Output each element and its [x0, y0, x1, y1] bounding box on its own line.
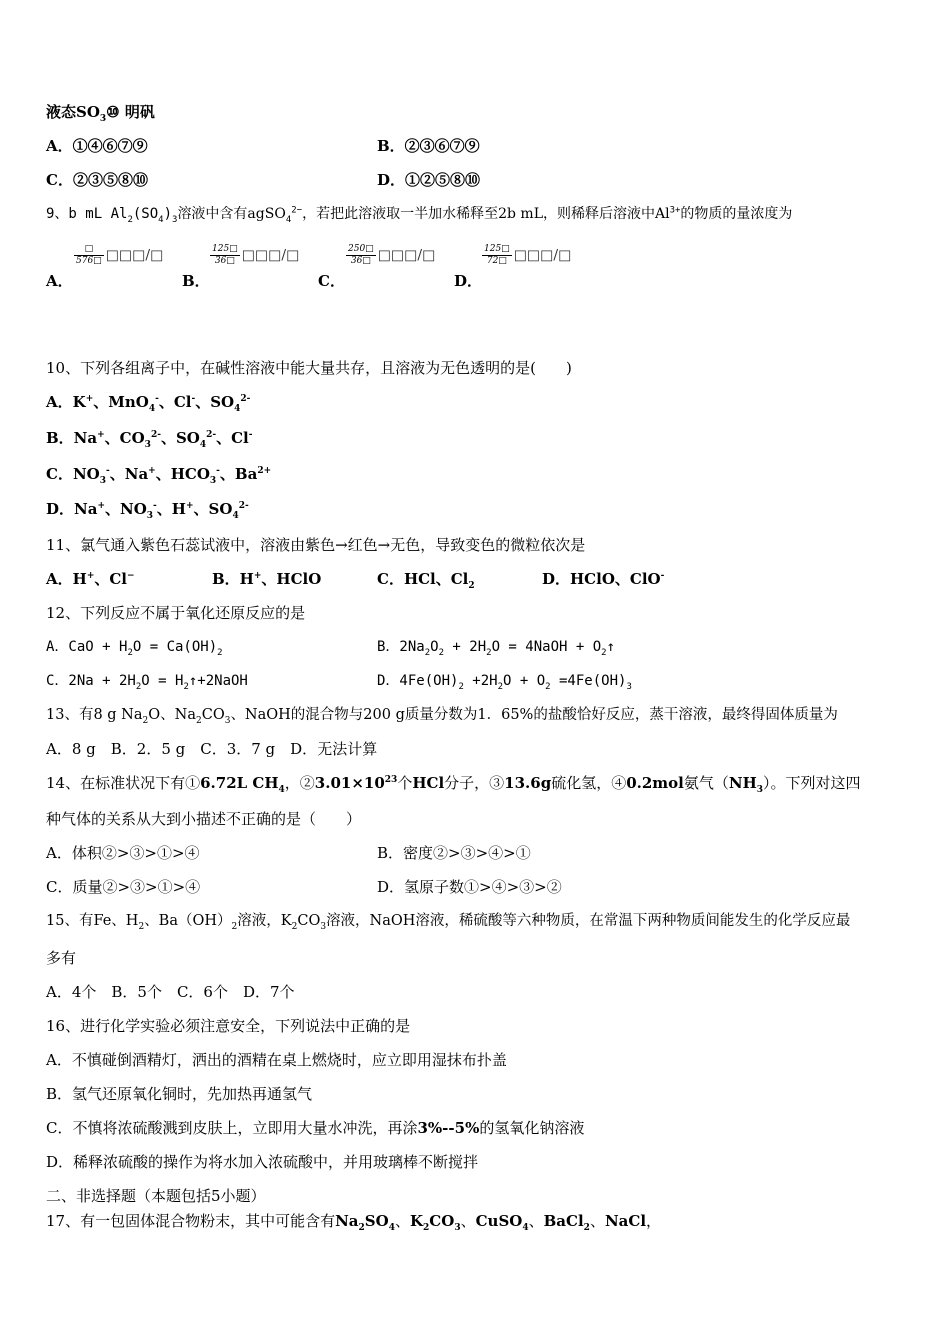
q12-option-c: C．$2Na + 2H_2O$ = $H_2↑+2NaOH$	[46, 673, 248, 692]
q17-stem: 17、有一包固体混合物粉末，其中可能含有$Na_2SO_4$、$K_2CO_3$、CuSO$_4$、BaCl$_2$、NaCl，	[46, 1212, 662, 1233]
q13-options: A．8 g B．2．5 g C．3．7 g D．无法计算	[46, 740, 378, 758]
q11-stem: 11、氯气通入紫色石蕊试液中，溶液由紫色→红色→无色，导致变色的微粒依次是	[46, 536, 586, 554]
q16-option-c: C．不慎将浓硫酸溅到皮肤上，立即用大量水冲洗，再涂3%--5%的氢氧化钠溶液	[46, 1119, 585, 1137]
q11-option-c: C．HCl、$Cl_2$	[377, 570, 475, 591]
section-heading: 二、非选择题（本题包括5小题）	[46, 1187, 266, 1205]
q15-stem-line2: 多有	[46, 949, 77, 967]
q16-stem: 16、进行化学实验必须注意安全，下列说法中正确的是	[46, 1017, 411, 1035]
q12-option-d: D．$4Fe(OH)_2 +2H_2O + O_2 =4Fe(OH)_3$	[377, 673, 632, 692]
q11-option-d: D．HClO、ClO-	[542, 570, 665, 588]
q14-option-a: A．体积②>③>①>④	[46, 844, 200, 862]
q15-options: A．4个 B．5个 C．6个 D．7个	[46, 983, 295, 1001]
q10-option-b: B．Na+、$CO_3^{2-}$、$SO_4^{2-}$、Cl-	[46, 429, 253, 450]
q8-option-a: A．①④⑥⑦⑨	[46, 137, 148, 155]
q12-option-b: B．$2Na_2O_2 + 2H_2O$ = 4NaOH + $O_2↑$	[377, 639, 616, 658]
q14-option-b: B．密度②>③>④>①	[377, 844, 531, 862]
q9-stem: 9、b mL $Al_2(SO_4)_3$溶液中含有agSO$_4^{2-}$，若把此溶液取一半加水稀释至2b mL，则稀释后溶液中$Al^{3+}$的物质的量浓度为	[46, 205, 793, 225]
q16-option-b: B．氢气还原氧化铜时，先加热再通氢气	[46, 1085, 313, 1103]
q14-stem: 14、在标准状况下有①6.72L $CH_4$，$②3.01\times 10^{23}$个HCl分子，③13.6g硫化氢，④0.2mol氨气$(NH_3)$。下列对这四	[46, 774, 861, 795]
q8-option-d: D．①②⑤⑧⑩	[377, 171, 481, 189]
q10-stem: 10、下列各组离子中，在碱性溶液中能大量共存，且溶液为无色透明的是( )	[46, 359, 572, 377]
q14-option-c: C．质量②>③>①>④	[46, 878, 201, 896]
q15-stem: 15、有Fe、$H_2$、$Ba(OH)_2$溶液，$K_2CO_3$溶液，NaOH溶液，稀硫酸等六种物质，在常温下两种物质间能发生的化学反应最	[46, 913, 851, 932]
q13-stem: 13、有8 g $Na_2O$、$Na_2CO_3$、NaOH的混合物与200 g质量分数为1．65%的盐酸恰好反应，蒸干溶液，最终得固体质量为	[46, 707, 838, 726]
q8-option-c: C．②③⑤⑧⑩	[46, 171, 148, 189]
q12-option-a: A．CaO + $H_2O = Ca(OH)_2$	[46, 639, 223, 658]
q16-option-d: D．稀释浓硫酸的操作为将水加入浓硫酸中，并用玻璃棒不断搅拌	[46, 1153, 479, 1171]
q10-option-a: A．K+、MnO$_4$-、Cl-、$SO_4^{2-}$	[46, 393, 251, 414]
q12-stem: 12、下列反应不属于氧化还原反应的是	[46, 604, 306, 622]
q11-option-b: B．H+、HClO	[212, 570, 322, 588]
q16-option-a: A．不慎碰倒酒精灯，洒出的酒精在桌上燃烧时，应立即用湿抹布扑盖	[46, 1051, 507, 1069]
q8-option-b: B．②③⑥⑦⑨	[377, 137, 480, 155]
q10-option-d: D．Na+、$NO_3^-$、H+、$SO_4^{2-}$	[46, 500, 249, 521]
text-line-q8-tail: 液态$SO_3⑩$ 明矾	[46, 103, 155, 124]
q14-stem-line2: 种气体的关系从大到小描述不正确的是（ ）	[46, 810, 362, 828]
q14-option-d: D．氢原子数①>④>③>②	[377, 878, 562, 896]
q10-option-c: C．$NO_3^-$、Na+、$HCO_3^-$、$Ba^{2+}$	[46, 465, 272, 486]
q11-option-a: A．H+、Cl−	[46, 570, 135, 588]
